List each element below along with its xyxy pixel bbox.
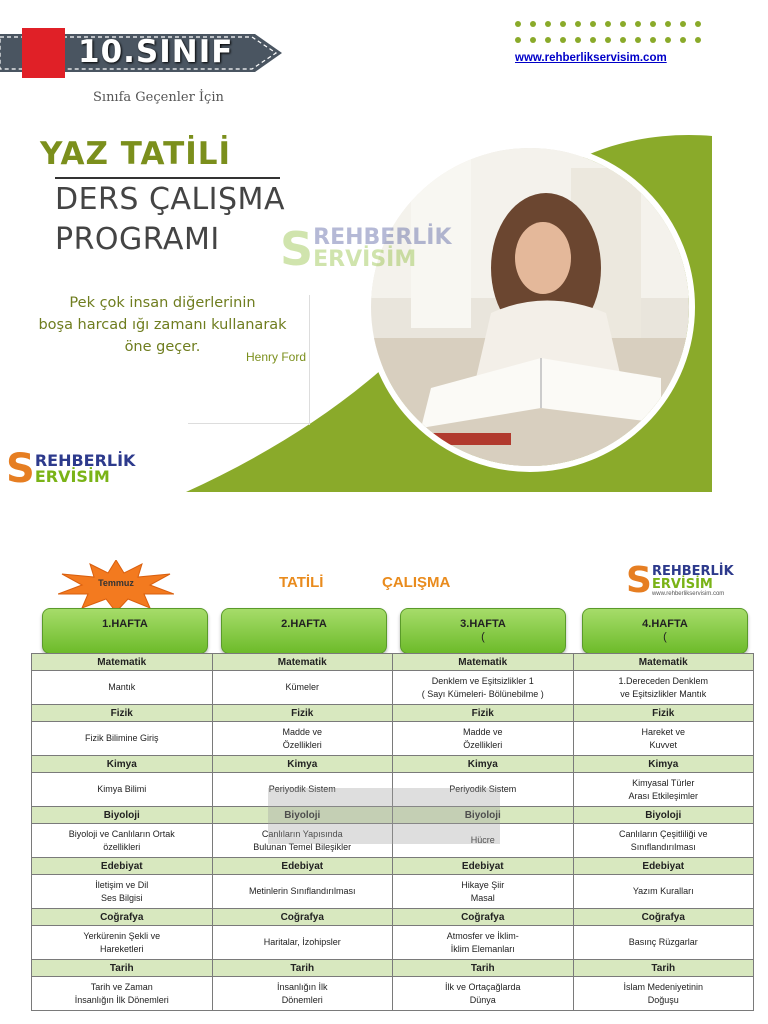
logo-watermark-letter: S — [280, 222, 314, 276]
topic-line: Kuvvet — [649, 739, 677, 750]
topic-line: Canlıların Yapısında — [261, 828, 343, 839]
subject-name-cell: Edebiyat — [32, 858, 213, 875]
schedule-logo-word1: REHBERLİK — [651, 563, 734, 579]
subject-name-cell: Edebiyat — [573, 858, 754, 875]
topic-cell — [573, 977, 754, 1011]
topic-line: Bulunan Temel Bileşikler — [253, 841, 352, 852]
subject-name-cell: Coğrafya — [212, 909, 393, 926]
subject-header-row — [32, 858, 754, 875]
subject-name-cell: Fizik — [573, 705, 754, 722]
subject-name-cell: Tarih — [573, 960, 754, 977]
dot-pattern — [514, 20, 706, 46]
topic-cell — [32, 722, 213, 756]
topic-cell — [393, 875, 574, 909]
topic-cell — [393, 926, 574, 960]
topic-line: İklim Elemanları — [450, 943, 515, 954]
topic-line: 1.Dereceden Denklem — [618, 675, 709, 686]
subject-name-cell: Fizik — [212, 705, 393, 722]
topic-line: Özellikleri — [463, 739, 503, 750]
topic-line: Yerkürenin Şekli ve — [83, 930, 161, 941]
divider-vertical — [309, 295, 310, 425]
topic-row — [32, 671, 754, 705]
topic-cell — [212, 722, 393, 756]
quote-author: Henry Ford — [246, 350, 307, 364]
topic-cell — [573, 926, 754, 960]
subject-header-row — [32, 960, 754, 977]
grade-title: 10.SINIF — [78, 34, 234, 70]
subject-name-cell: Edebiyat — [212, 858, 393, 875]
week-3-label: 3.HAFTA — [460, 618, 506, 630]
subject-name-cell: Coğrafya — [393, 909, 574, 926]
topic-line: Biyoloji ve Canlıların Ortak — [68, 828, 175, 839]
topic-cell — [573, 773, 754, 807]
week-4-note: ( — [663, 631, 667, 643]
topic-line: Basınç Rüzgarlar — [628, 937, 698, 947]
subject-name-cell: Biyoloji — [32, 807, 213, 824]
subject-name-cell: Fizik — [32, 705, 213, 722]
topic-cell — [573, 824, 754, 858]
topic-line: Periyodik Sistem — [449, 784, 517, 794]
subject-name-cell: Tarih — [212, 960, 393, 977]
brand-logo-word1: REHBERLİK — [34, 451, 136, 470]
topic-cell — [212, 926, 393, 960]
title-study: DERS ÇALIŞMA — [55, 182, 285, 217]
divider-horizontal — [188, 423, 310, 424]
logo-watermark-word1: REHBERLİK — [313, 225, 452, 250]
topic-cell — [573, 671, 754, 705]
subject-name-cell: Biyoloji — [393, 807, 574, 824]
week-4-header — [582, 608, 748, 654]
subject-header-row — [32, 909, 754, 926]
subject-name-cell: Biyoloji — [573, 807, 754, 824]
student-photo — [365, 142, 695, 472]
topic-line: Tarih ve Zaman — [90, 981, 153, 992]
topic-cell — [393, 671, 574, 705]
subject-name-cell: Matematik — [32, 654, 213, 671]
topic-line: ( Sayı Kümeleri- Bölünebilme ) — [421, 688, 544, 699]
topic-row — [32, 722, 754, 756]
week-2-header — [221, 608, 387, 654]
topic-cell — [573, 875, 754, 909]
topic-cell — [212, 977, 393, 1011]
title-underline — [55, 177, 280, 179]
topic-line: Hareketleri — [99, 943, 144, 954]
schedule-logo-letter: S — [626, 560, 652, 601]
topic-cell — [32, 773, 213, 807]
topic-line: Doğuşu — [647, 994, 679, 1005]
week-1-header — [42, 608, 208, 654]
topic-line: İnsanlığın İlk Dönemleri — [74, 994, 169, 1005]
subject-header-row — [32, 756, 754, 773]
topic-cell — [393, 722, 574, 756]
topic-row — [32, 875, 754, 909]
week-2-label: 2.HAFTA — [281, 618, 327, 630]
topic-line: Masal — [470, 892, 495, 903]
subject-name-cell: Biyoloji — [212, 807, 393, 824]
subject-name-cell: Kimya — [393, 756, 574, 773]
topic-line: ve Eşitsizlikler Mantık — [620, 688, 707, 699]
topic-cell — [393, 977, 574, 1011]
topic-line: Canlıların Çeşitliliği ve — [618, 828, 708, 839]
table-watermark — [268, 788, 500, 844]
schedule-brand-logo — [626, 560, 734, 601]
topic-line: İlk ve Ortaçağlarda — [444, 981, 521, 992]
subject-name-cell: Fizik — [393, 705, 574, 722]
topic-line: Kimyasal Türler — [632, 777, 695, 788]
subject-name-cell: Coğrafya — [32, 909, 213, 926]
title-program: PROGRAMI — [55, 222, 220, 257]
subject-name-cell: Coğrafya — [573, 909, 754, 926]
logo-watermark — [280, 222, 452, 276]
week-4-label: 4.HAFTA — [642, 618, 688, 630]
subject-name-cell: Matematik — [573, 654, 754, 671]
quote-line-3: öne geçer. — [124, 339, 201, 355]
topic-cell — [212, 875, 393, 909]
week-1-label: 1.HAFTA — [102, 618, 148, 630]
subject-name-cell: Edebiyat — [393, 858, 574, 875]
topic-cell — [212, 671, 393, 705]
topic-line: Ses Bilgisi — [100, 892, 143, 903]
topic-line: İslam Medeniyetinin — [623, 981, 704, 992]
subject-name-cell: Kimya — [32, 756, 213, 773]
quote-line-2: boşa harcad ığı zamanı kullanarak — [38, 317, 287, 333]
topic-line: Özellikleri — [282, 739, 322, 750]
topic-line: Yazım Kuralları — [632, 886, 694, 896]
brand-logo-word2: ERVİSİM — [34, 467, 110, 486]
topic-line: Sınıflandırılması — [630, 841, 696, 852]
subject-name-cell: Matematik — [393, 654, 574, 671]
topic-line: Dünya — [469, 994, 496, 1005]
month-label: Temmuz — [98, 578, 134, 588]
topic-line: Haritalar, İzohipsler — [263, 937, 341, 947]
topic-cell — [32, 926, 213, 960]
subject-header-row — [32, 705, 754, 722]
topic-line: Dönemleri — [281, 994, 323, 1005]
subject-name-cell: Tarih — [32, 960, 213, 977]
topic-line: Arası Etkileşimler — [628, 790, 698, 801]
website-link[interactable]: www.rehberlikservisim.com — [515, 52, 667, 64]
brand-logo — [6, 446, 135, 492]
schedule-logo-url: www.rehberlikservisim.com — [651, 590, 725, 597]
week-3-note: ( — [481, 631, 485, 643]
topic-line: Periyodik Sistem — [268, 784, 336, 794]
topic-cell — [32, 671, 213, 705]
topic-line: Kümeler — [285, 682, 319, 692]
topic-row — [32, 926, 754, 960]
subject-name-cell: Tarih — [393, 960, 574, 977]
topic-cell — [32, 875, 213, 909]
logo-watermark-word2: ERVİSİM — [313, 247, 417, 272]
brand-logo-letter: S — [6, 446, 35, 492]
topic-line: Kimya Bilimi — [97, 784, 147, 794]
cover-page — [0, 0, 768, 500]
grade-subtitle: Sınıfa Geçenler İçin — [93, 90, 224, 105]
topic-line: İnsanlığın İlk — [276, 981, 328, 992]
subject-name-cell: Kimya — [212, 756, 393, 773]
schedule-title-left: TATİLİ — [279, 574, 324, 591]
topic-line: Hücre — [470, 835, 495, 845]
topic-cell — [32, 977, 213, 1011]
quote-line-1: Pek çok insan diğerlerinin — [69, 295, 256, 311]
topic-line: Mantık — [108, 682, 136, 692]
topic-line: İletişim ve Dil — [95, 879, 149, 890]
title-summer-holiday: YAZ TATİLİ — [40, 136, 232, 172]
topic-line: Atmosfer ve İklim- — [446, 930, 519, 941]
week-3-header — [400, 608, 566, 654]
subject-name-cell: Kimya — [573, 756, 754, 773]
topic-line: Hareket ve — [641, 726, 686, 737]
schedule-title-right: ÇALIŞMA — [382, 574, 451, 591]
topic-line: Metinlerin Sınıflandırılması — [248, 886, 356, 896]
subject-header-row — [32, 654, 754, 671]
topic-line: Madde ve — [462, 726, 503, 737]
topic-cell — [32, 824, 213, 858]
topic-line: özellikleri — [103, 841, 141, 852]
topic-cell — [573, 722, 754, 756]
schedule-logo-word2: ERVİSİM — [651, 576, 713, 592]
topic-line: Madde ve — [282, 726, 323, 737]
topic-line: Hikaye Şiir — [461, 879, 505, 890]
topic-line: Fizik Bilimine Giriş — [84, 733, 159, 743]
topic-row — [32, 977, 754, 1011]
quote — [10, 292, 315, 358]
subject-name-cell: Matematik — [212, 654, 393, 671]
topic-line: Denklem ve Eşitsizlikler 1 — [431, 675, 534, 686]
